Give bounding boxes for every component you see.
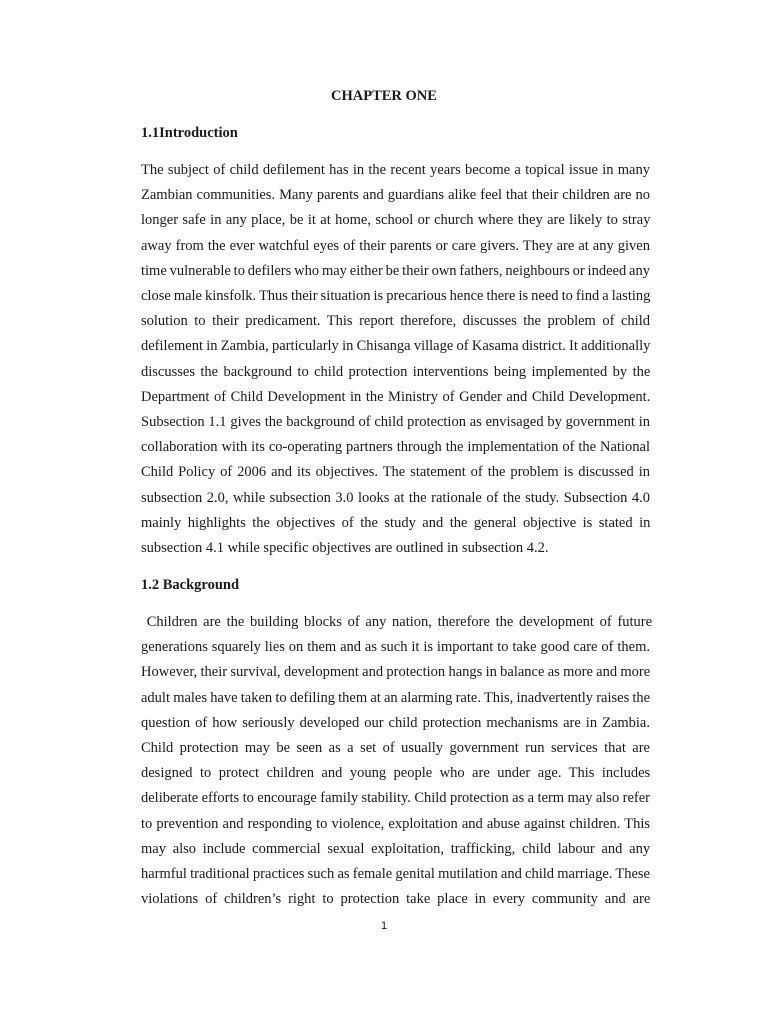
paragraph-line: Department of Child Development in the Ministry of Gender and Child Development. xyxy=(141,388,651,405)
paragraph-line: collaboration with its co-operating partners through the implementation of the National xyxy=(141,439,650,456)
background-paragraph xyxy=(141,610,653,912)
paragraph-line: deliberate efforts to encourage family stability. Child protection as a term may also refer xyxy=(141,790,650,807)
paragraph-line: violations of children’s right to protection take place in every community and are xyxy=(141,891,651,908)
paragraph-line: harmful traditional practices such as female genital mutilation and child marriage. These xyxy=(141,866,650,883)
paragraph-line: adult males have taken to defiling them at an alarming rate. This, inadvertently raises the xyxy=(141,689,651,706)
paragraph-line: discusses the background to child protection interventions being implemented by the xyxy=(141,363,651,380)
paragraph-line: defilement in Zambia, particularly in Chisanga village of Kasama district. It additionally xyxy=(141,338,651,355)
paragraph-line: mainly highlights the objectives of the study and the general objective is stated in xyxy=(141,514,651,531)
paragraph-line: question of how seriously developed our child protection mechanisms are in Zambia. xyxy=(141,714,650,731)
paragraph-line: time vulnerable to defilers who may either be their own fathers, neighbours or indeed any xyxy=(141,262,650,279)
paragraph-line: Children are the building blocks of any nation, therefore the development of future xyxy=(141,614,653,630)
paragraph-line: Subsection 1.1 gives the background of child protection as envisaged by government in xyxy=(141,414,650,431)
introduction-paragraph xyxy=(141,158,650,561)
paragraph-line: close male kinsfolk. Thus their situation is precarious hence there is need to find a lasting xyxy=(141,288,651,305)
paragraph-line: longer safe in any place, be it at home, school or church where they are likely to stray xyxy=(141,212,651,229)
page-number: 1 xyxy=(380,920,388,932)
paragraph-line: subsection 2.0, while subsection 3.0 looks at the rationale of the study. Subsection 4.0 xyxy=(141,489,650,506)
introduction-heading: 1.1Introduction xyxy=(141,125,238,141)
paragraph-line: solution to their predicament. This report therefore, discusses the problem of child xyxy=(141,313,650,330)
paragraph-line: designed to protect children and young people who are under age. This includes xyxy=(141,765,651,782)
paragraph-line: away from the ever watchful eyes of their parents or care givers. They are at any given xyxy=(141,237,650,254)
paragraph-line: Child Policy of 2006 and its objectives. The statement of the problem is discussed in xyxy=(141,464,650,481)
paragraph-line: Zambian communities. Many parents and guardians alike feel that their children are no xyxy=(141,187,650,204)
paragraph-line: may also include commercial sexual exploitation, trafficking, child labour and any xyxy=(141,840,651,857)
background-heading: 1.2 Background xyxy=(141,577,240,593)
paragraph-line: However, their survival, development and protection hangs in balance as more and more xyxy=(141,664,651,681)
paragraph-line: The subject of child defilement has in the recent years become a topical issue in many xyxy=(141,162,650,178)
chapter-title: CHAPTER ONE xyxy=(331,88,437,104)
paragraph-line: subsection 4.1 while specific objectives are outlined in subsection 4.2. xyxy=(141,540,549,557)
paragraph-line: to prevention and responding to violence, exploitation and abuse against children. This xyxy=(141,815,650,832)
paragraph-line: Child protection may be seen as a set of usually government run services that are xyxy=(141,740,650,757)
paragraph-line: generations squarely lies on them and as such it is important to take good care of them. xyxy=(141,639,650,656)
